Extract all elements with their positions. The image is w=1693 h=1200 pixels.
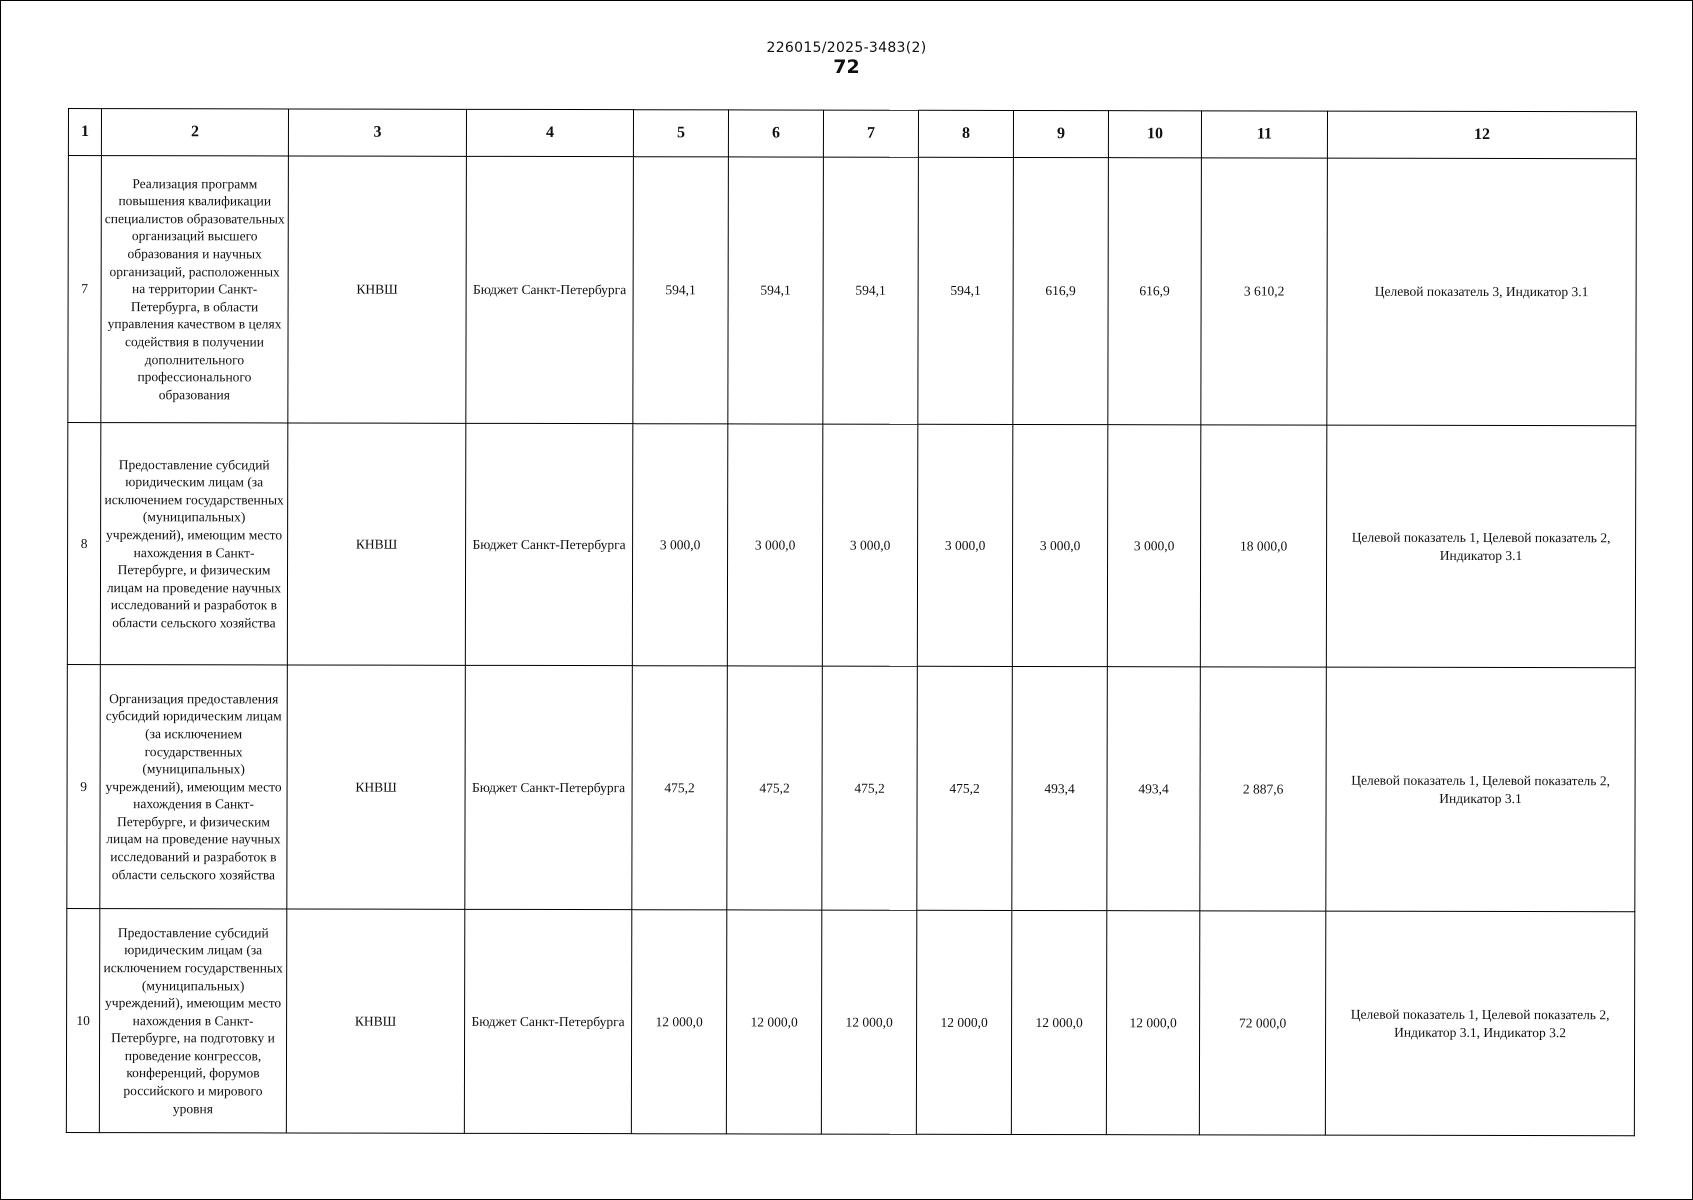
row-executor: КНВШ (288, 156, 467, 423)
row-number: 7 (68, 156, 102, 423)
table-header-row (68, 109, 1636, 159)
budget-table (66, 108, 1637, 1136)
row-total: 72 000,0 (1199, 911, 1325, 1135)
row-value: 475,2 (917, 666, 1013, 910)
row-value: 616,9 (1108, 158, 1202, 425)
column-header: 10 (1108, 111, 1201, 158)
row-value: 3 000,0 (822, 424, 918, 666)
column-header: 9 (1013, 110, 1108, 157)
table-row (68, 156, 1637, 426)
row-value: 3 000,0 (1012, 424, 1108, 666)
row-value: 493,4 (1107, 667, 1201, 911)
row-value: 475,2 (632, 666, 728, 910)
document-id: 226015/2025-3483(2) (766, 40, 927, 56)
row-value: 475,2 (822, 666, 918, 910)
row-description: Предоставление субсидий юридическим лицам (за исключением государственных (муниципальных) учреждений), имеющим место нахождения в Санкт-Петербурге, и физическим лицам на проведение научных исследований и разработок в области сельского хозяйства (100, 423, 288, 665)
row-value: 12 000,0 (1011, 910, 1106, 1134)
row-executor: КНВШ (287, 665, 466, 909)
column-header: 12 (1327, 111, 1636, 159)
row-funding-source: Бюджет Санкт-Петербурга (464, 909, 631, 1133)
row-total: 2 887,6 (1200, 667, 1327, 911)
column-header: 8 (918, 110, 1013, 157)
row-number: 8 (67, 423, 101, 665)
row-funding-source: Бюджет Санкт-Петербурга (465, 665, 633, 909)
row-value: 3 000,0 (727, 424, 823, 666)
row-value: 3 000,0 (917, 424, 1013, 666)
row-funding-source: Бюджет Санкт-Петербурга (466, 156, 634, 423)
table-row (67, 664, 1636, 911)
page-number: 72 (833, 56, 860, 78)
table-row (66, 908, 1634, 1135)
row-value: 594,1 (918, 157, 1014, 424)
row-value: 594,1 (728, 157, 824, 424)
row-value: 12 000,0 (631, 910, 726, 1134)
row-value: 12 000,0 (916, 910, 1011, 1134)
row-total: 18 000,0 (1200, 425, 1327, 667)
row-funding-source: Бюджет Санкт-Петербурга (465, 423, 633, 665)
row-indicators: Целевой показатель 3, Индикатор 3.1 (1327, 158, 1637, 426)
column-header: 7 (823, 110, 918, 157)
row-description: Организация предоставления субсидий юридическим лицам (за исключением государственных (муниципальных) учреждений), имеющим место нахождения в Санкт-Петербурге, и физическим лицам на проведение научных исследований и разработок в области сельского хозяйства (100, 665, 288, 909)
row-value: 12 000,0 (1106, 911, 1199, 1135)
row-indicators: Целевой показатель 1, Целевой показатель 2, Индикатор 3.1, Индикатор 3.2 (1325, 911, 1634, 1136)
row-executor: КНВШ (286, 909, 464, 1133)
row-value: 12 000,0 (821, 910, 916, 1134)
row-value: 12 000,0 (726, 910, 821, 1134)
column-header: 6 (728, 110, 823, 157)
column-header: 1 (68, 109, 101, 156)
column-header: 11 (1201, 111, 1327, 158)
row-value: 594,1 (633, 157, 729, 424)
row-number: 9 (67, 664, 101, 908)
column-header: 5 (633, 110, 728, 157)
row-indicators: Целевой показатель 1, Целевой показатель 2, Индикатор 3.1 (1326, 425, 1636, 668)
row-value: 3 000,0 (1107, 425, 1201, 667)
column-header: 3 (288, 109, 466, 156)
row-description: Реализация программ повышения квалификации специалистов образовательных организаций высшего образования и научных организаций, расположенных на территории Санкт-Петербурга, в области управления качеством в целях содействия в получении дополнительного профессионального образования (101, 156, 289, 423)
row-total: 3 610,2 (1201, 158, 1328, 425)
row-indicators: Целевой показатель 1, Целевой показатель 2, Индикатор 3.1 (1326, 667, 1636, 912)
row-number: 10 (66, 908, 99, 1132)
column-header: 2 (101, 109, 288, 156)
row-value: 475,2 (727, 666, 823, 910)
row-value: 594,1 (823, 157, 919, 424)
column-header: 4 (466, 109, 633, 156)
row-value: 616,9 (1013, 157, 1109, 424)
table-row (67, 423, 1636, 668)
row-value: 493,4 (1012, 666, 1108, 910)
row-description: Предоставление субсидий юридическим лицам (за исключением государственных (муниципальных) учреждений), имеющим место нахождения в Санкт-Петербурге, на подготовку и проведение конгрессов, конференций, форумов российского и мирового уровня (99, 909, 286, 1133)
row-executor: КНВШ (287, 423, 466, 665)
row-value: 3 000,0 (632, 424, 728, 666)
